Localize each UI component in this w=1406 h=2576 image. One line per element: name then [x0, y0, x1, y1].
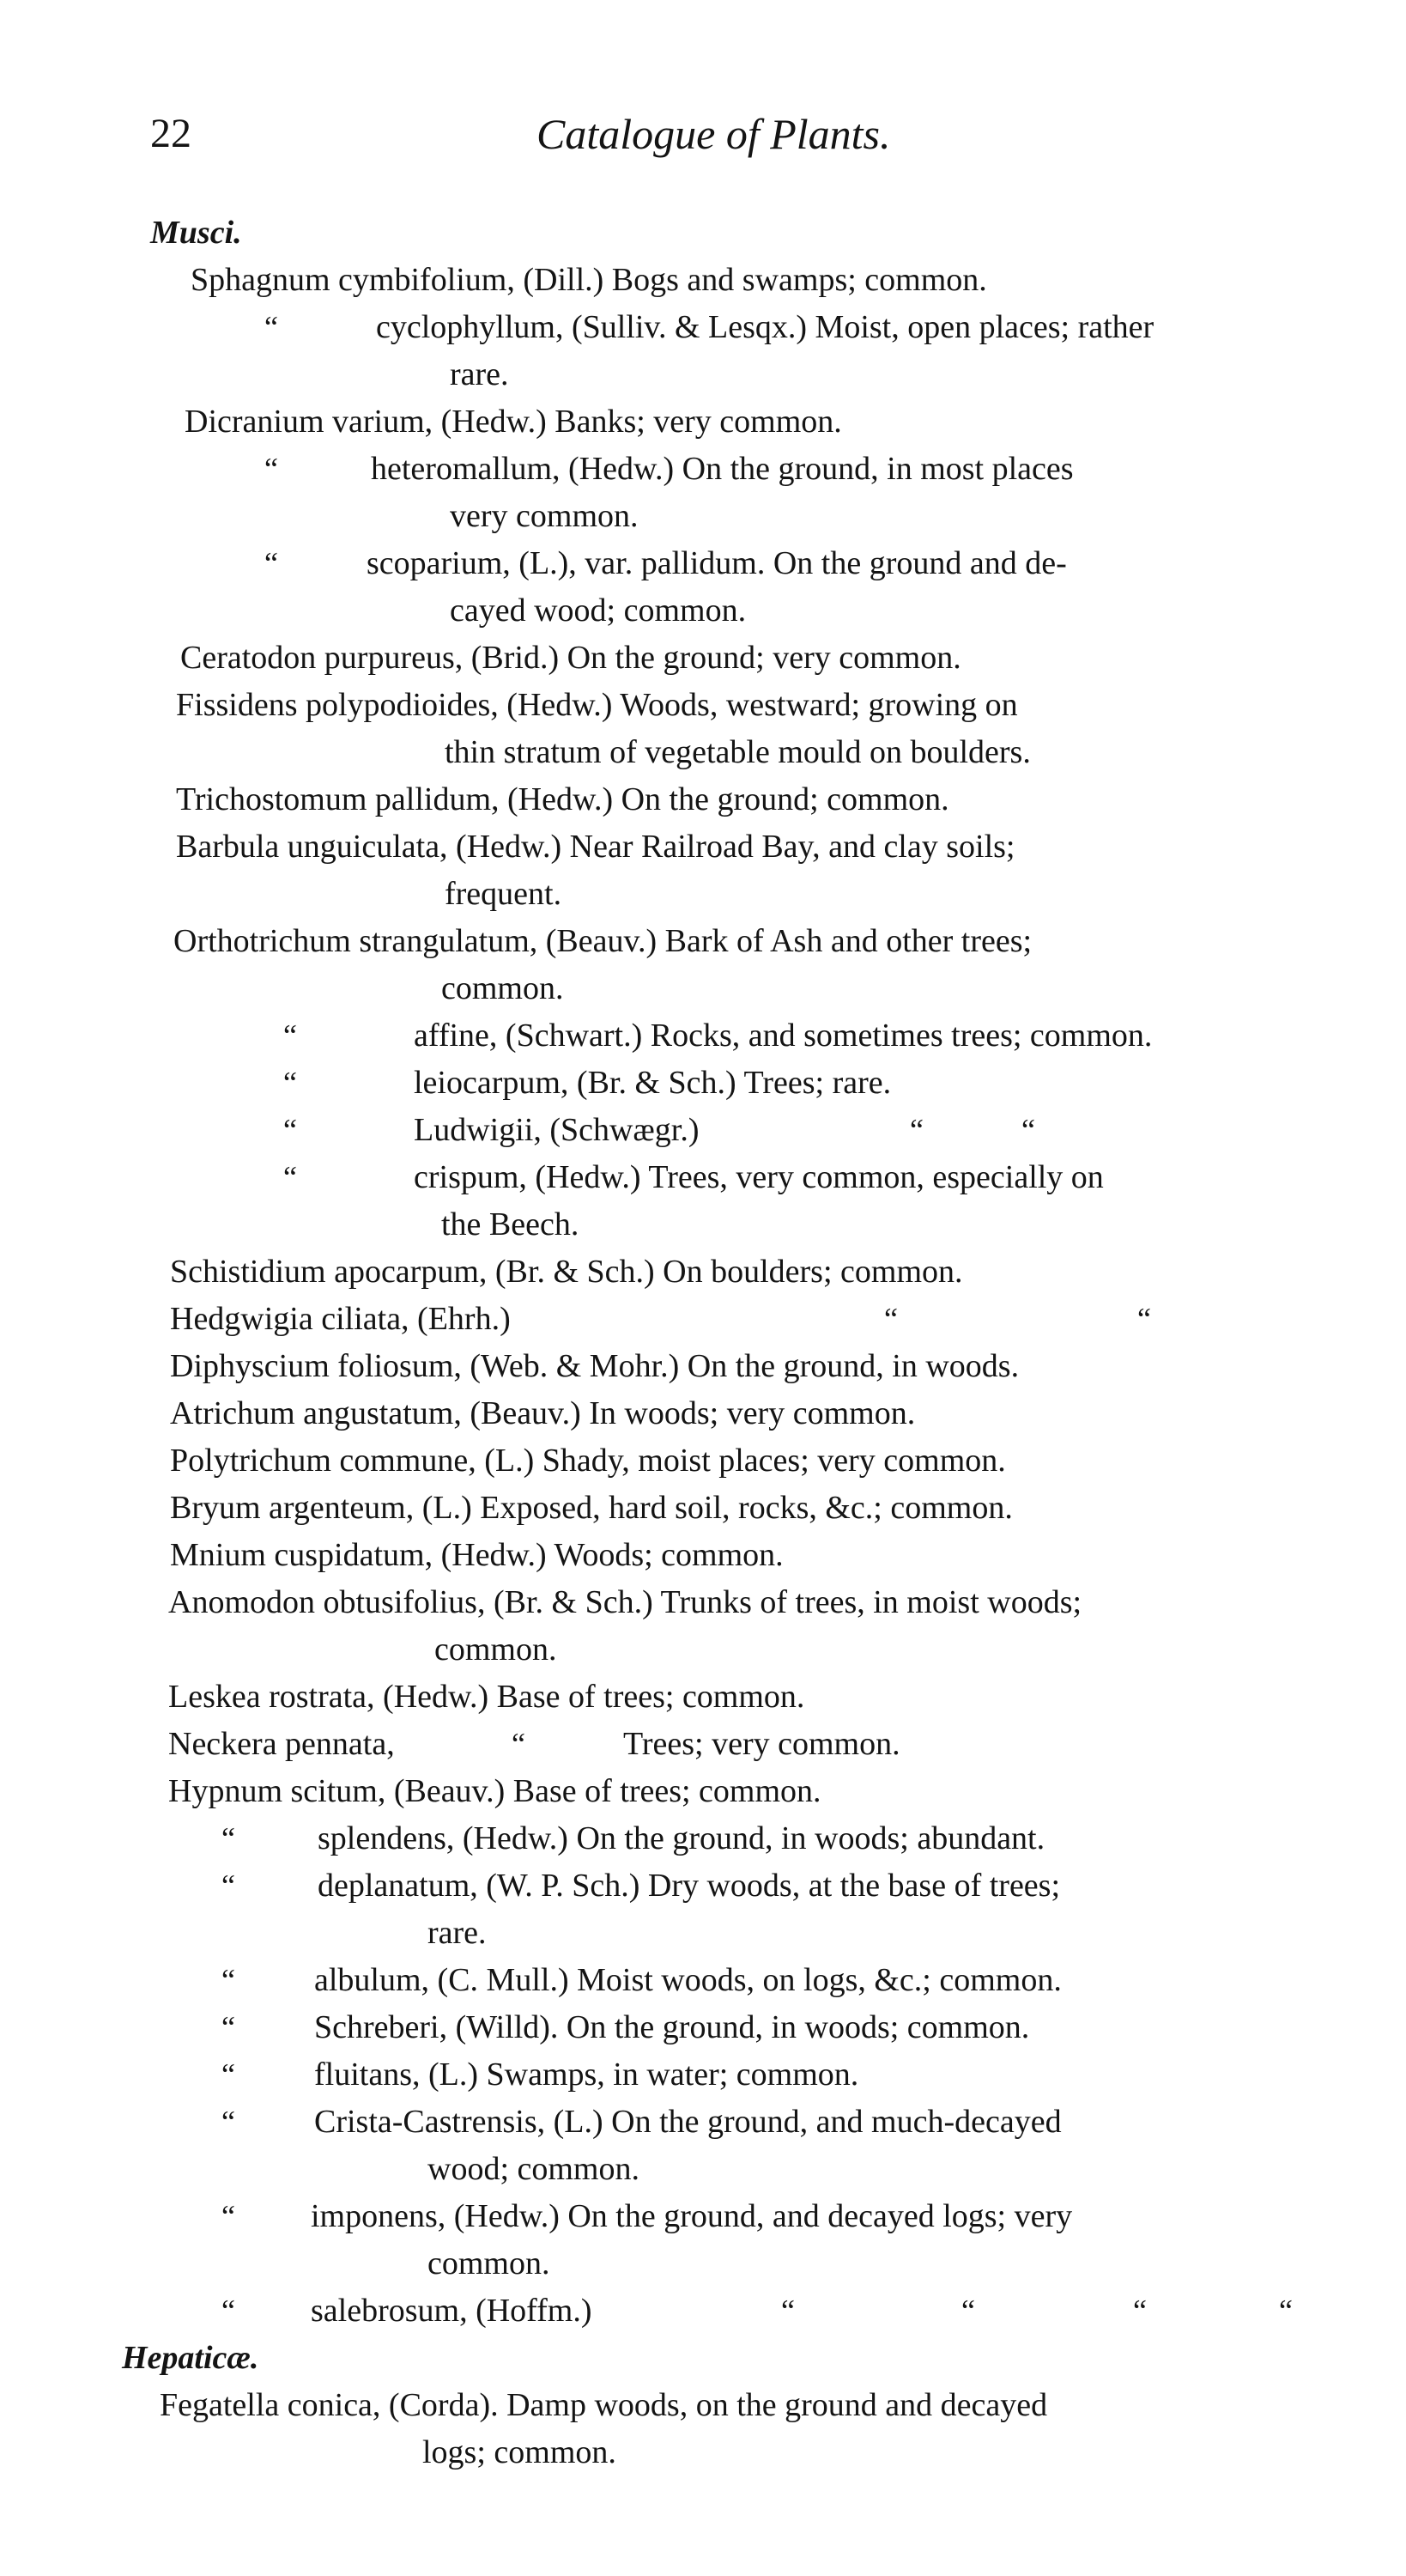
ditto-mark: “ — [221, 2010, 235, 2044]
ditto-mark: “ — [512, 1727, 525, 1761]
ditto-mark: “ — [1133, 2293, 1147, 2328]
ditto-mark: “ — [910, 1113, 924, 1147]
entry-continuation: common. — [427, 2245, 550, 2281]
ditto-mark: “ — [961, 2293, 975, 2328]
ditto-mark: “ — [221, 1868, 235, 1903]
ditto-mark: “ — [264, 310, 278, 344]
ditto-mark: “ — [264, 546, 278, 580]
ditto-mark: “ — [283, 1113, 297, 1147]
entry-line: imponens, (Hedw.) On the ground, and decayed logs; very — [311, 2198, 1073, 2234]
entry-line: Hypnum scitum, (Beauv.) Base of trees; common. — [168, 1773, 821, 1809]
page-number: 22 — [150, 111, 191, 156]
ditto-mark: “ — [264, 452, 278, 486]
entry-continuation: frequent. — [445, 876, 562, 912]
entry-continuation: very common. — [450, 498, 639, 534]
entry-line: fluitans, (L.) Swamps, in water; common. — [314, 2057, 859, 2093]
entry-line: scoparium, (L.), var. pallidum. On the ground and de- — [367, 545, 1067, 581]
ditto-mark: “ — [283, 1018, 297, 1053]
entry-line: leiocarpum, (Br. & Sch.) Trees; rare. — [414, 1065, 892, 1101]
entry-continuation: rare. — [450, 356, 509, 392]
entry-line: Polytrichum commune, (L.) Shady, moist places; very common. — [170, 1443, 1006, 1479]
entry-line: Barbula unguiculata, (Hedw.) Near Railroad Bay, and clay soils; — [176, 829, 1015, 865]
entry-line: Crista-Castrensis, (L.) On the ground, and much-decayed — [314, 2104, 1062, 2140]
ditto-mark: “ — [221, 2199, 235, 2233]
section-heading-musci: Musci. — [150, 215, 242, 251]
entry-line: Fissidens polypodioides, (Hedw.) Woods, westward; growing on — [176, 687, 1018, 723]
entry-continuation: cayed wood; common. — [450, 592, 747, 629]
entry-line: Anomodon obtusifolius, (Br. & Sch.) Trunks of trees, in moist woods; — [168, 1584, 1082, 1620]
ditto-mark: “ — [283, 1160, 297, 1194]
entry-line: Dicranium varium, (Hedw.) Banks; very common. — [185, 404, 842, 440]
entry-line: Ceratodon purpureus, (Brid.) On the ground; very common. — [180, 640, 961, 676]
entry-line: Orthotrichum strangulatum, (Beauv.) Bark of Ash and other trees; — [173, 923, 1033, 959]
ditto-mark: “ — [221, 2293, 235, 2328]
entry-continuation: the Beech. — [441, 1206, 579, 1242]
ditto-mark: “ — [1279, 2293, 1293, 2328]
running-title: Catalogue of Plants. — [536, 110, 891, 158]
entry-line: cyclophyllum, (Sulliv. & Lesqx.) Moist, open places; rather — [376, 309, 1154, 345]
ditto-mark: “ — [1021, 1113, 1035, 1147]
entry-continuation: wood; common. — [427, 2151, 639, 2187]
page-header — [0, 0, 1406, 172]
entry-line: salebrosum, (Hoffm.) — [311, 2293, 592, 2329]
entry-line: Mnium cuspidatum, (Hedw.) Woods; common. — [170, 1537, 784, 1573]
entry-line: Trees; very common. — [623, 1726, 900, 1762]
ditto-mark: “ — [221, 2057, 235, 2092]
entry-line: Neckera pennata, — [168, 1726, 395, 1762]
entry-line: Ludwigii, (Schwægr.) — [414, 1112, 700, 1148]
entry-line: Schreberi, (Willd). On the ground, in woods; common. — [314, 2009, 1030, 2045]
entry-continuation: logs; common. — [422, 2434, 616, 2470]
ditto-mark: “ — [221, 2105, 235, 2139]
ditto-mark: “ — [884, 1302, 898, 1336]
entry-line: deplanatum, (W. P. Sch.) Dry woods, at the base of trees; — [318, 1868, 1061, 1904]
entry-line: albulum, (C. Mull.) Moist woods, on logs, &c.; common. — [314, 1962, 1062, 1998]
entry-continuation: common. — [441, 970, 564, 1006]
entry-line: Sphagnum cymbifolium, (Dill.) Bogs and swamps; common. — [191, 262, 987, 298]
entry-line: splendens, (Hedw.) On the ground, in woods; abundant. — [318, 1820, 1045, 1856]
section-heading-hepaticae: Hepaticæ. — [122, 2340, 259, 2376]
entry-line: heteromallum, (Hedw.) On the ground, in most places — [371, 451, 1074, 487]
entry-line: Diphyscium foliosum, (Web. & Mohr.) On the ground, in woods. — [170, 1348, 1020, 1384]
entry-line: Leskea rostrata, (Hedw.) Base of trees; common. — [168, 1679, 805, 1715]
entry-line: Fegatella conica, (Corda). Damp woods, on the ground and decayed — [160, 2387, 1048, 2423]
entry-line: Bryum argenteum, (L.) Exposed, hard soil, rocks, &c.; common. — [170, 1490, 1013, 1526]
entry-continuation: rare. — [427, 1915, 487, 1951]
entry-line: Hedgwigia ciliata, (Ehrh.) — [170, 1301, 511, 1337]
ditto-mark: “ — [781, 2293, 795, 2328]
ditto-mark: “ — [221, 1821, 235, 1856]
entry-line: crispum, (Hedw.) Trees, very common, especially on — [414, 1159, 1104, 1195]
ditto-mark: “ — [1137, 1302, 1151, 1336]
entry-continuation: common. — [434, 1631, 557, 1668]
ditto-mark: “ — [221, 1963, 235, 1997]
entry-line: Schistidium apocarpum, (Br. & Sch.) On boulders; common. — [170, 1254, 963, 1290]
entry-line: Trichostomum pallidum, (Hedw.) On the ground; common. — [176, 781, 949, 817]
ditto-mark: “ — [283, 1066, 297, 1100]
entry-line: Atrichum angustatum, (Beauv.) In woods; very common. — [170, 1395, 916, 1431]
entry-continuation: thin stratum of vegetable mould on boulders. — [445, 734, 1031, 770]
entry-line: affine, (Schwart.) Rocks, and sometimes trees; common. — [414, 1018, 1153, 1054]
